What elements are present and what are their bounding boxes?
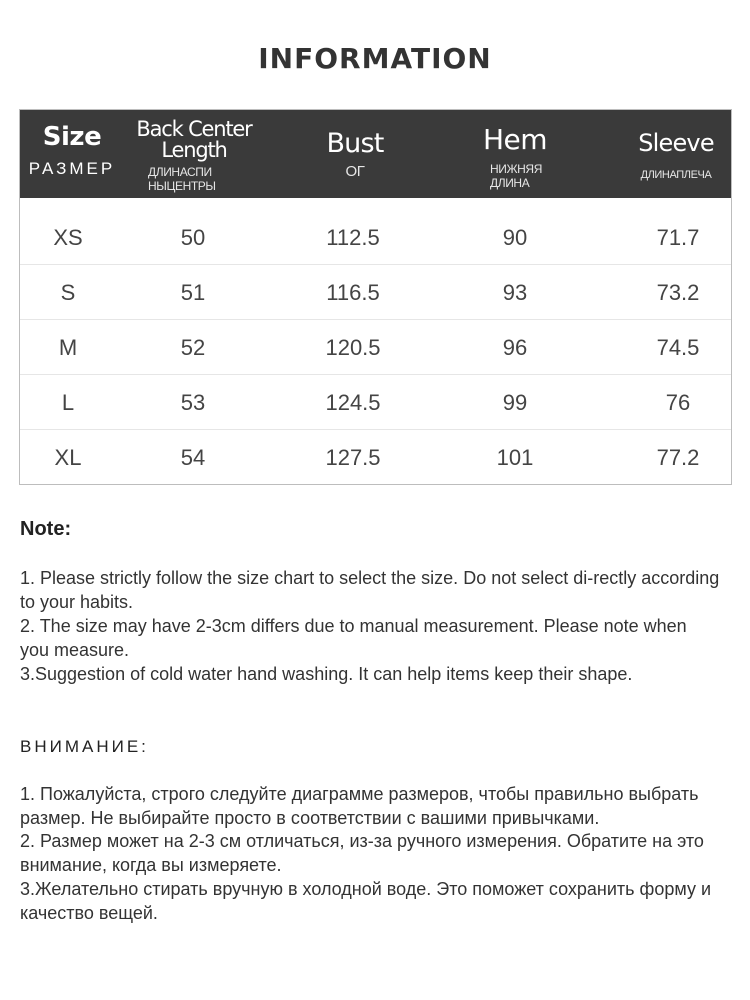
header-hem-sublabel: НИЖНЯЯ ДЛИНА	[490, 162, 542, 190]
cell-sleeve: 74.5	[656, 335, 700, 360]
cell-hem: 96	[502, 335, 528, 360]
cell-size: L	[61, 390, 75, 415]
header-hem-label: Hem	[482, 123, 548, 156]
note-ru-heading: ВНИМАНИЕ:	[20, 737, 149, 756]
header-bust-label: Bust	[326, 128, 384, 159]
header-sleeve	[610, 110, 742, 198]
cell-hem: 99	[502, 390, 528, 415]
cell-hem: 90	[502, 225, 528, 250]
cell-length: 50	[180, 225, 206, 250]
header-size-label: Size	[42, 122, 102, 152]
cell-sleeve: 77.2	[656, 445, 700, 470]
cell-sleeve: 73.2	[656, 280, 700, 305]
header-bust	[290, 110, 420, 198]
cell-length: 51	[180, 280, 206, 305]
header-hem	[460, 110, 570, 198]
cell-size: XS	[53, 225, 83, 250]
header-sleeve-sublabel: ДЛИНАПЛЕЧА	[640, 169, 712, 181]
table-row	[20, 430, 731, 485]
note-ru-list	[20, 783, 730, 925]
table-row	[20, 320, 731, 375]
cell-sleeve: 71.7	[656, 225, 700, 250]
note-ru-item: 2. Размер может на 2-3 см отличаться, из-за ручного измерения. Обратите на это внимание, когда вы измеряете.	[20, 831, 704, 876]
note-list	[20, 566, 720, 686]
cell-length: 54	[180, 445, 206, 470]
table-header	[20, 110, 731, 198]
cell-bust: 116.5	[326, 280, 380, 305]
table-row	[20, 375, 731, 430]
note-ru-item: 3.Желательно стирать вручную в холодной воде. Это поможет сохранить форму и качество вещей.	[20, 878, 712, 923]
cell-size: XL	[54, 445, 82, 470]
note-ru-item: 1. Пожалуйста, строго следуйте диаграмме размеров, чтобы правильно выбрать размер. Не выбирайте просто в соответствии с вашими привычками.	[20, 784, 699, 828]
page-title: INFORMATION	[258, 42, 492, 75]
note-item: 2. The size may have 2-3cm differs due to manual measurement. Please note when you measure.	[20, 616, 687, 660]
header-size-sublabel: РАЗМЕР	[28, 159, 116, 178]
cell-bust: 120.5	[325, 335, 381, 360]
cell-length: 52	[180, 335, 206, 360]
table-row	[20, 210, 731, 265]
cell-size: S	[60, 280, 76, 305]
cell-bust: 112.5	[326, 225, 380, 250]
header-sleeve-label: Sleeve	[638, 129, 714, 157]
table-row	[20, 265, 731, 320]
table-body	[20, 210, 731, 485]
header-length-label: Back Center Length	[136, 117, 252, 162]
header-size	[20, 110, 124, 198]
header-back-center-length	[128, 110, 260, 198]
cell-hem: 93	[502, 280, 528, 305]
cell-bust: 124.5	[325, 390, 381, 415]
header-length-sublabel: ДЛИНАСПИ НЫЦЕНТРЫ	[148, 165, 216, 193]
header-bust-sublabel: ОГ	[345, 163, 365, 180]
cell-sleeve: 76	[665, 390, 691, 415]
note-item: 3.Suggestion of cold water hand washing. It can help items keep their shape.	[20, 664, 633, 684]
note-heading: Note:	[20, 518, 72, 540]
size-chart-table	[19, 109, 732, 485]
cell-bust: 127.5	[325, 445, 381, 470]
note-item: 1. Please strictly follow the size chart to select the size. Do not select di-rectly according to your habits.	[20, 568, 720, 612]
cell-length: 53	[180, 390, 206, 415]
cell-size: M	[58, 335, 78, 360]
cell-hem: 101	[496, 445, 534, 470]
